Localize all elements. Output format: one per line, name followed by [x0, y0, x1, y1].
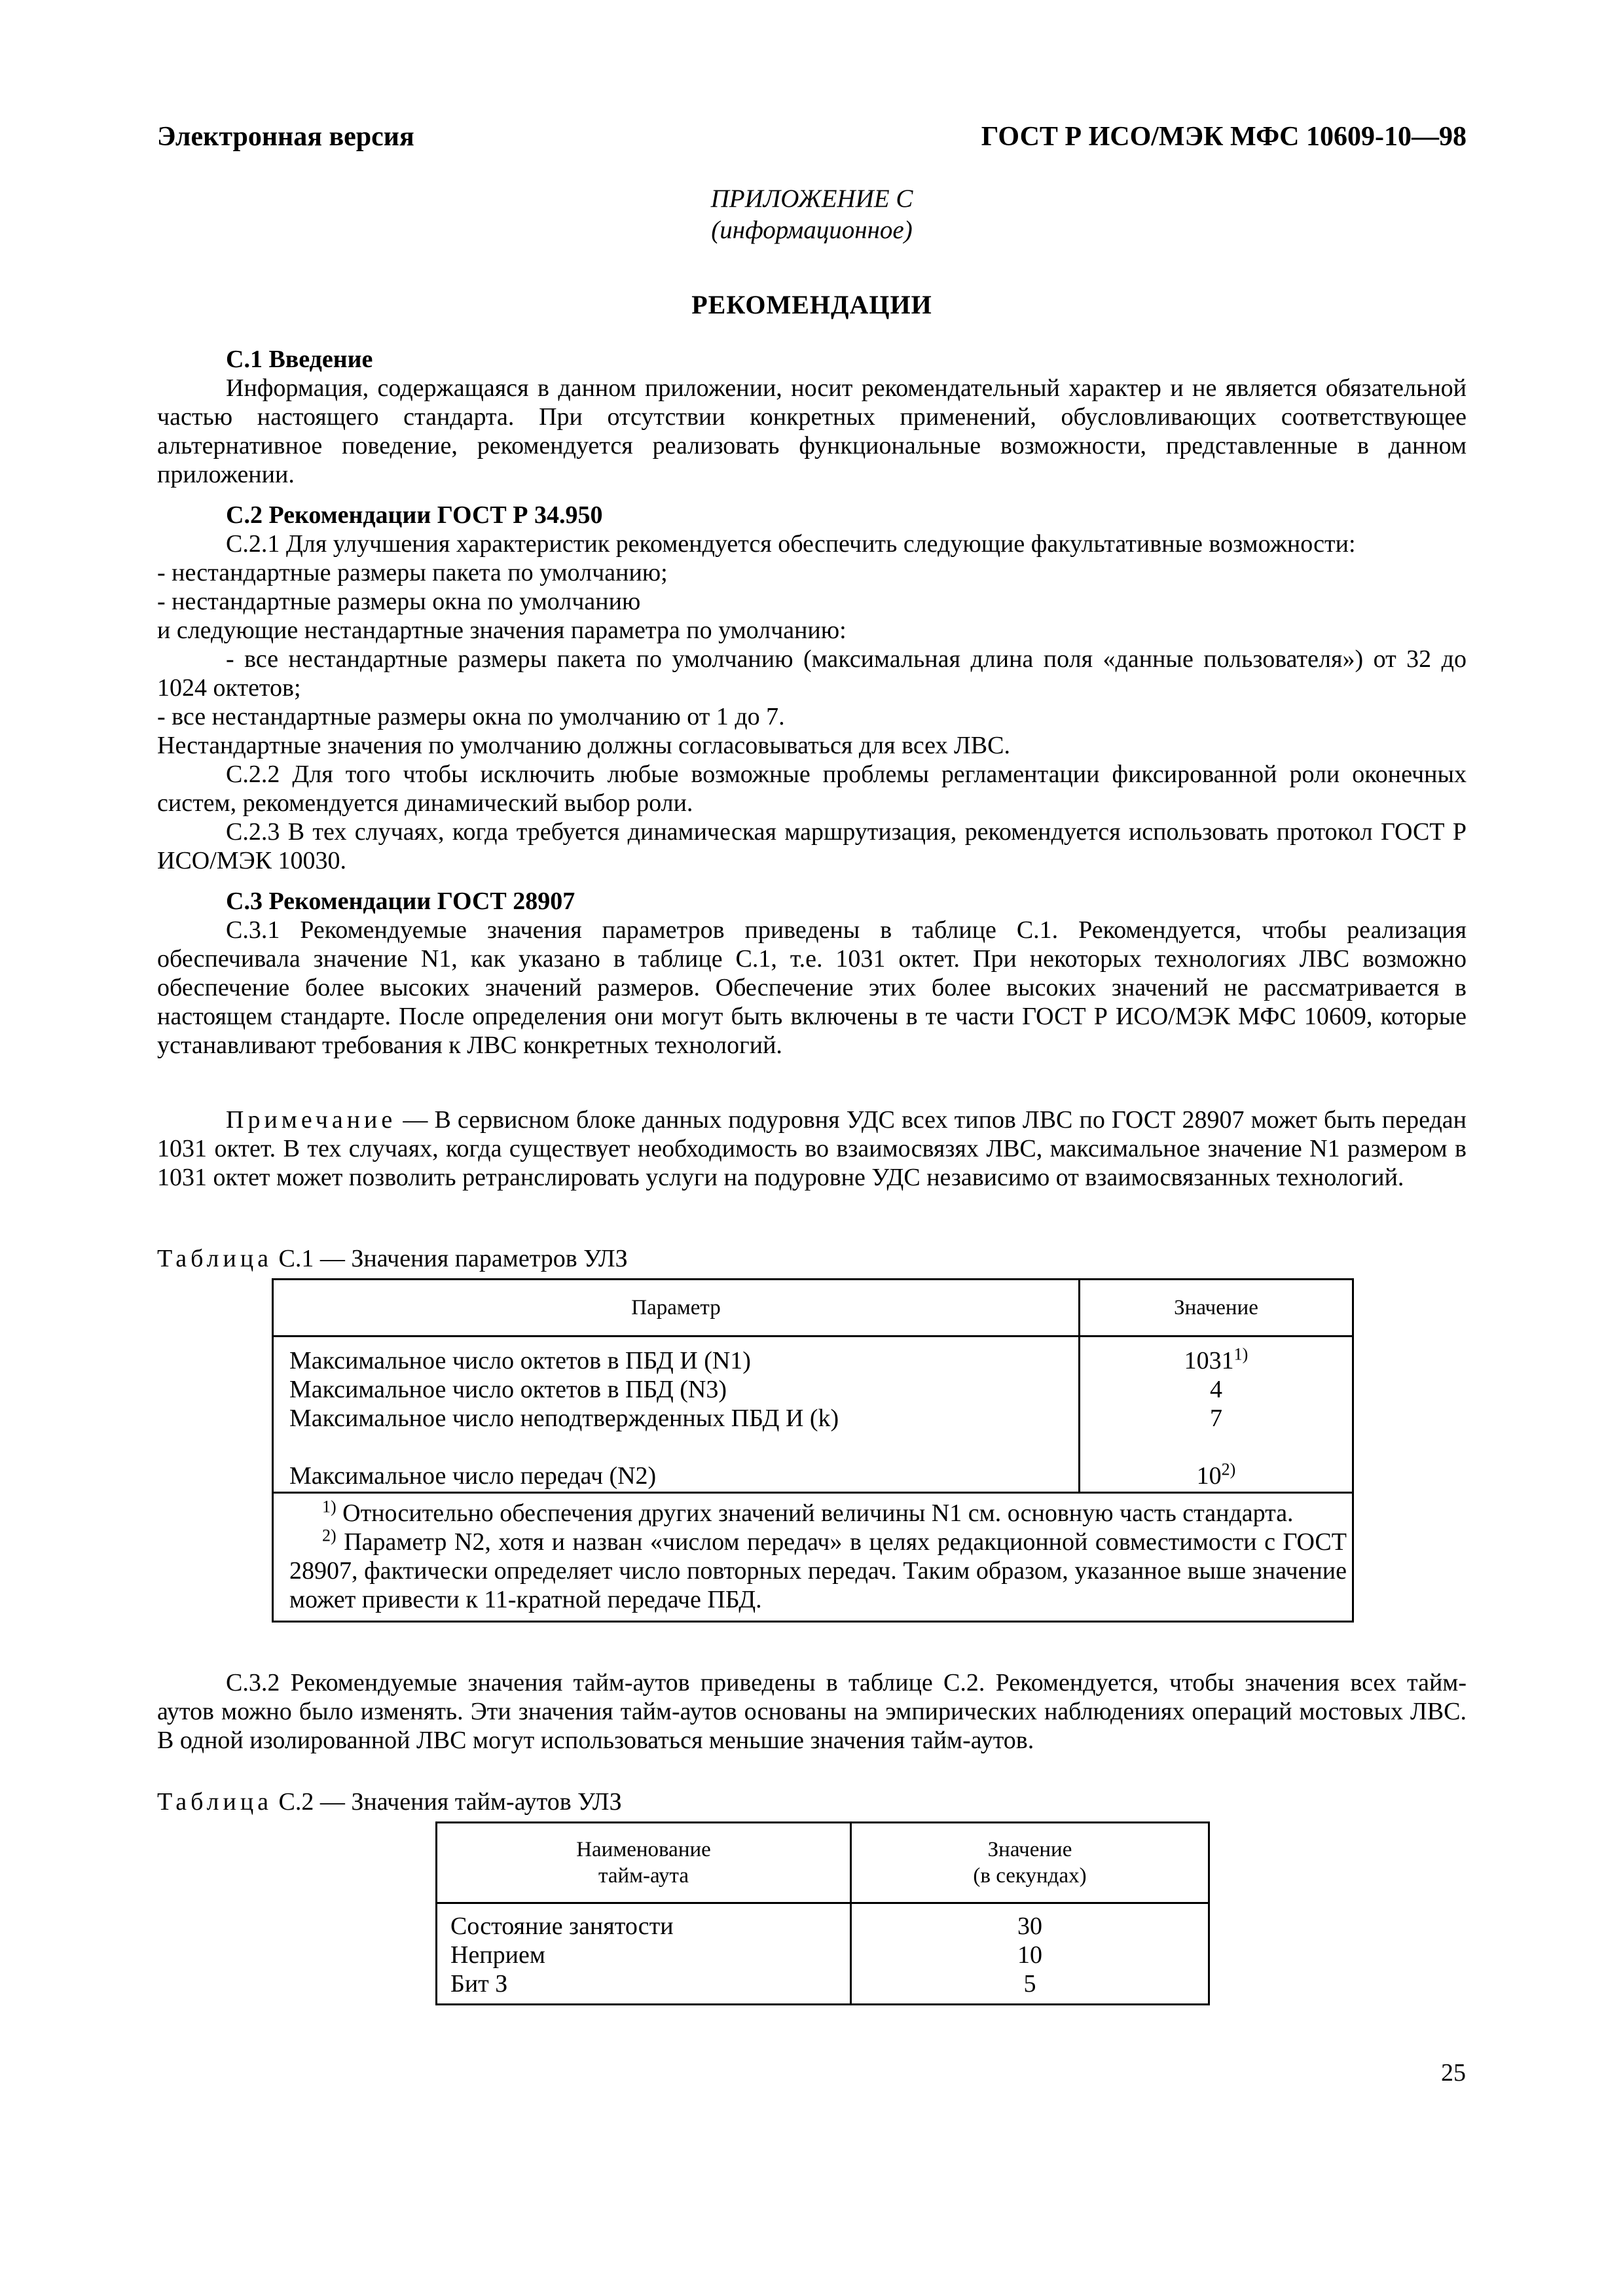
header-line: (в секундах): [973, 1864, 1087, 1888]
table1-param: Максимальное число октетов в ПБД И (N1): [289, 1347, 751, 1374]
header-line: Наименование: [576, 1838, 711, 1861]
list-item: - нестандартные размеры окна по умолчанию: [157, 588, 641, 615]
table1-footnotes: [273, 1493, 1353, 1622]
table-row: [273, 1336, 1353, 1493]
footnote-text: Относительно обеспечения других значений величины N1 см. основную часть стандарта.: [336, 1499, 1294, 1527]
c31-paragraph: С.3.1 Рекомендуемые значения параметров приведены в таблице С.1. Рекомендуется, чтобы реализация обеспечивала значение N1, как указано в таблице С.1, т.е. 1031 октет. При некоторых технологиях ЛВС возможно обеспечение более высоких значений размеров. Обеспечение этих более высоких значений не рассматривается в настоящем стандарте. После определения они могут быть включены в те части ГОСТ Р ИСО/МЭК МФС 10609, которые устанавливают требования к ЛВС конкретных технологий.: [157, 916, 1467, 1059]
table1-param: Максимальное число октетов в ПБД (N3): [289, 1376, 727, 1403]
table1-header-param: Параметр: [273, 1280, 1080, 1336]
table2-names-cell: [437, 1903, 851, 2005]
table-1: [272, 1278, 1354, 1623]
appendix-heading: [157, 183, 1467, 246]
list-item: - все нестандартные размеры окна по умолчанию от 1 до 7.: [157, 703, 785, 730]
footnote-ref: 1): [1233, 1344, 1249, 1364]
table2-name: Состояние занятости: [450, 1912, 674, 1940]
table2-header-value: [851, 1823, 1209, 1903]
table2-values-cell: [851, 1903, 1209, 2005]
section-c3-heading: С.3 Рекомендации ГОСТ 28907: [226, 888, 575, 915]
table1-value: 4: [1210, 1376, 1222, 1403]
list-item: - все нестандартные размеры пакета по умолчанию (максимальная длина поля «данные пользователя») от 32 до 1024 октетов;: [157, 645, 1467, 702]
table1-header-value: Значение: [1080, 1280, 1353, 1336]
running-header: [157, 115, 1467, 167]
page-number: 25: [1441, 2059, 1466, 2087]
header-line: тайм-аута: [598, 1864, 689, 1888]
table2-header-name: [437, 1823, 851, 1903]
list-item: и следующие нестандартные значения параметра по умолчанию:: [157, 617, 847, 644]
table2-value: 10: [1017, 1941, 1042, 1969]
section-c1-heading: С.1 Введение: [226, 346, 373, 373]
table1-caption: [157, 1244, 1467, 1273]
header-left: Электронная версия: [157, 122, 414, 152]
header-line: Значение: [987, 1838, 1072, 1861]
section-c2-heading: С.2 Рекомендации ГОСТ Р 34.950: [226, 501, 603, 529]
table2-name: Неприем: [450, 1941, 545, 1969]
document-page: [157, 115, 1467, 2005]
footnote-1: [289, 1499, 1347, 1528]
list-item: Нестандартные значения по умолчанию должны согласовываться для всех ЛВС.: [157, 732, 1011, 759]
footnote-text: Параметр N2, хотя и назван «числом передач» в целях редакционной совместимости с ГОСТ 28907, фактически определяет число повторных передач. Таким образом, указанное выше значение может привести к 11-кратной передаче ПБД.: [289, 1528, 1347, 1613]
note-text: — В сервисном блоке данных подуровня УДС всех типов ЛВС по ГОСТ 28907 может быть передан 1031 октет. В тех случаях, когда существует необходимость во взаимосвязях ЛВС, максимальное значение N1 размером в 1031 октет может позволить ретранслировать услуги на подуровне УДС независимо от взаимосвязанных технологий.: [157, 1106, 1467, 1191]
table1-caption-text: С.1 — Значения параметров УЛЗ: [272, 1245, 628, 1272]
table2-name: Бит З: [450, 1970, 508, 1998]
header-right: ГОСТ Р ИСО/МЭК МФС 10609-10—98: [981, 122, 1467, 152]
section-c1-text: Информация, содержащаяся в данном приложении, носит рекомендательный характер и не является обязательной частью настоящего стандарта. При отсутствии конкретных применений, обусловливающих соответствующее альтернативное поведение, рекомендуется реализовать функциональные возможности, представленные в данном приложении.: [157, 374, 1467, 488]
table2-caption-text: С.2 — Значения тайм-аутов УЛЗ: [272, 1788, 622, 1816]
footnote-mark: 2): [322, 1526, 337, 1545]
appendix-title: ПРИЛОЖЕНИЕ С: [710, 185, 913, 213]
table2-caption: [157, 1787, 1467, 1816]
c22-paragraph: С.2.2 Для того чтобы исключить любые возможные проблемы регламентации фиксированной роли оконечных систем, рекомендуется динамический выбор роли.: [157, 761, 1467, 817]
c32-paragraph: С.3.2 Рекомендуемые значения тайм-аутов приведены в таблице С.2. Рекомендуется, чтобы значения всех тайм-аутов можно было изменять. Эти значения тайм-аутов основаны на эмпирических наблюдениях операций мостовых ЛВС. В одной изолированной ЛВС могут использоваться меньшие значения тайм-аутов.: [157, 1669, 1467, 1754]
table1-params-cell: [273, 1336, 1080, 1493]
table1-value: 7: [1210, 1405, 1222, 1432]
table1-param: Максимальное число передач (N2): [289, 1462, 657, 1490]
c23-paragraph: С.2.3 В тех случаях, когда требуется динамическая маршрутизация, рекомендуется использовать протокол ГОСТ Р ИСО/МЭК 10030.: [157, 818, 1467, 874]
table2-value: 5: [1023, 1970, 1036, 1998]
table-row: [437, 1903, 1209, 2005]
footnote-2: [289, 1528, 1347, 1614]
footnote-mark: 1): [322, 1497, 337, 1516]
appendix-subtitle: (информационное): [711, 216, 913, 244]
table1-values-cell: [1080, 1336, 1353, 1493]
list-item: - нестандартные размеры пакета по умолчанию;: [157, 559, 668, 586]
table2-value: 30: [1017, 1912, 1042, 1940]
c21-paragraph: С.2.1 Для улучшения характеристик рекомендуется обеспечить следующие факультативные возможности:: [226, 530, 1356, 558]
table1-value: 1031: [1184, 1347, 1234, 1374]
note-paragraph: [157, 1105, 1467, 1192]
note-label: Примечание: [226, 1106, 397, 1134]
table1-caption-label: Таблица: [157, 1245, 273, 1272]
footnote-ref: 2): [1221, 1460, 1236, 1479]
table1-value: 10: [1196, 1462, 1222, 1490]
main-title: РЕКОМЕНДАЦИИ: [691, 290, 932, 319]
table-2: [435, 1821, 1210, 2005]
table2-caption-label: Таблица: [157, 1788, 273, 1816]
table1-param: Максимальное число неподтвержденных ПБД И (k): [289, 1405, 839, 1432]
